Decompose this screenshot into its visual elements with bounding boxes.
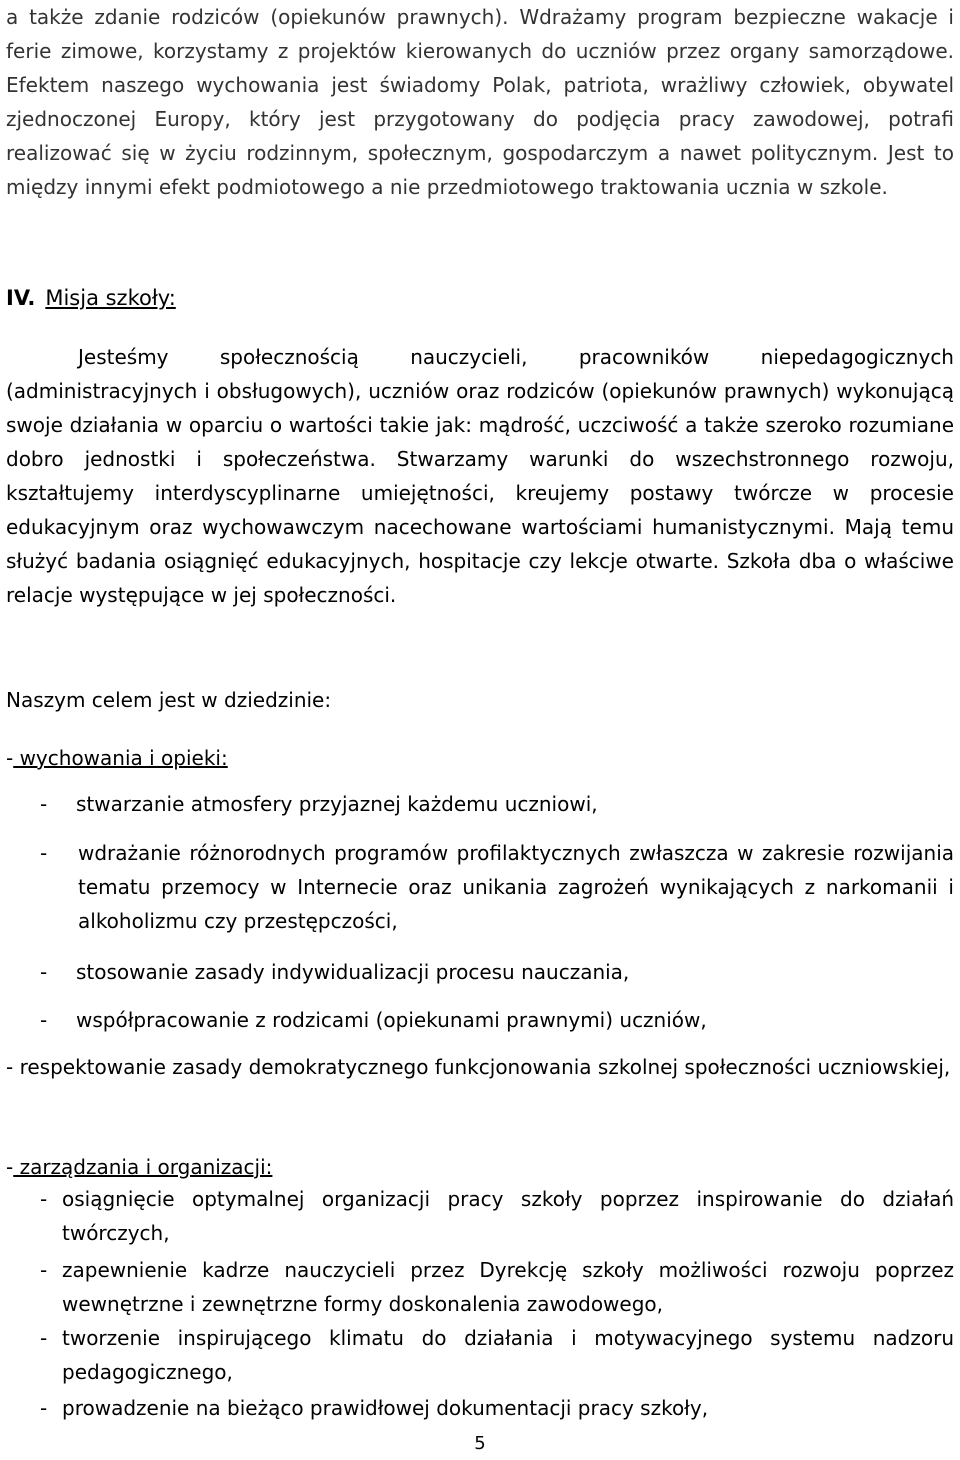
section-title: Misja szkoły:	[45, 286, 176, 310]
intro-paragraph	[6, 0, 954, 204]
list-dash: -	[40, 1187, 48, 1211]
mission-text-part2: Stwarzamy warunki do wszechstronnego rozwoju, kształtujemy interdyscyplinarne umiejętności, kreujemy postawy twórcze w procesie edukacyjnym oraz wychowawczym nacechowane wartościami humanistycznymi. Mają temu służyć badania osiągnięć edukacyjnych, hospitacje czy lekcje otwarte. Szkoła dba o właściwe relacje występujące w jej społeczności.	[6, 447, 954, 607]
list-dash: -	[40, 1326, 48, 1350]
list-dash: -	[40, 841, 48, 865]
page-number: 5	[474, 1433, 486, 1454]
list-dash: -	[40, 1396, 48, 1420]
list-item-text: wdrażanie różnorodnych programów profilaktycznych zwłaszcza w zakresie rozwijania tematu przemocy w Internecie oraz unikania zagrożeń wynikających z narkomanii i alkoholizmu czy przestępczości,	[78, 841, 954, 933]
list-item-text: zapewnienie kadrze nauczycieli przez Dyrekcję szkoły możliwości rozwoju poprzez wewnętrzne i zewnętrzne formy doskonalenia zawodowego,	[62, 1258, 954, 1316]
list-dash: -	[40, 1008, 48, 1032]
list-item-text: tworzenie inspirującego klimatu do działania i motywacyjnego systemu nadzoru pedagogicznego,	[62, 1326, 954, 1384]
subheading-upbringing	[6, 741, 228, 775]
list-dash: -	[40, 960, 48, 984]
subheading-prefix: -	[6, 746, 14, 770]
subheading-prefix: -	[6, 1155, 14, 1179]
subheading-title: wychowania i opieki:	[13, 746, 228, 770]
mission-text-part1: Jesteśmy społecznością nauczycieli, pracowników niepedagogicznych (administracyjnych i obsługowych), uczniów oraz rodziców (opiekunów prawnych) wykonującą swoje działania w oparciu o wartości takie jak: mądrość, uczciwość a także szeroko rozumiane dobro jednostki i społeczeństwa.	[6, 345, 954, 471]
section-heading	[6, 281, 176, 315]
subheading-management	[6, 1150, 272, 1184]
list-item-text: stwarzanie atmosfery przyjaznej każdemu uczniowi,	[76, 792, 598, 816]
mission-paragraph	[6, 340, 954, 612]
subheading-title: zarządzania i organizacji:	[13, 1155, 273, 1179]
list-item-text: prowadzenie na bieżąco prawidłowej dokumentacji pracy szkoły,	[62, 1396, 709, 1420]
list-item-text: stosowanie zasady indywidualizacji procesu nauczania,	[76, 960, 630, 984]
intro-text-part2: Jest to między innymi efekt podmiotowego a nie przedmiotowego traktowania ucznia w szkole.	[6, 141, 954, 199]
section-number: IV.	[6, 286, 36, 310]
list-dash: -	[40, 1258, 48, 1282]
list-item-respect: - respektowanie zasady demokratycznego funkcjonowania szkolnej społeczności uczniowskiej,	[6, 1055, 951, 1079]
list-dash: -	[40, 792, 48, 816]
list-item-text: osiągnięcie optymalnej organizacji pracy szkoły poprzez inspirowanie do działań twórczych,	[62, 1187, 954, 1245]
intro-text-part1: a także zdanie rodziców (opiekunów prawnych). Wdrażamy program bezpieczne wakacje i ferie zimowe, korzystamy z projektów kierowanych do uczniów przez organy samorządowe. Efektem naszego wychowania jest świadomy Polak, patriota, wrażliwy człowiek, obywatel zjednoczonej Europy, który jest przygotowany do podjęcia pracy zawodowej, potrafi realizować się w życiu rodzinnym, społecznym, gospodarczym a nawet politycznym.	[6, 5, 954, 165]
goal-intro: Naszym celem jest w dziedzinie:	[6, 688, 332, 712]
list-item-text: współpracowanie z rodzicami (opiekunami prawnymi) uczniów,	[76, 1008, 707, 1032]
